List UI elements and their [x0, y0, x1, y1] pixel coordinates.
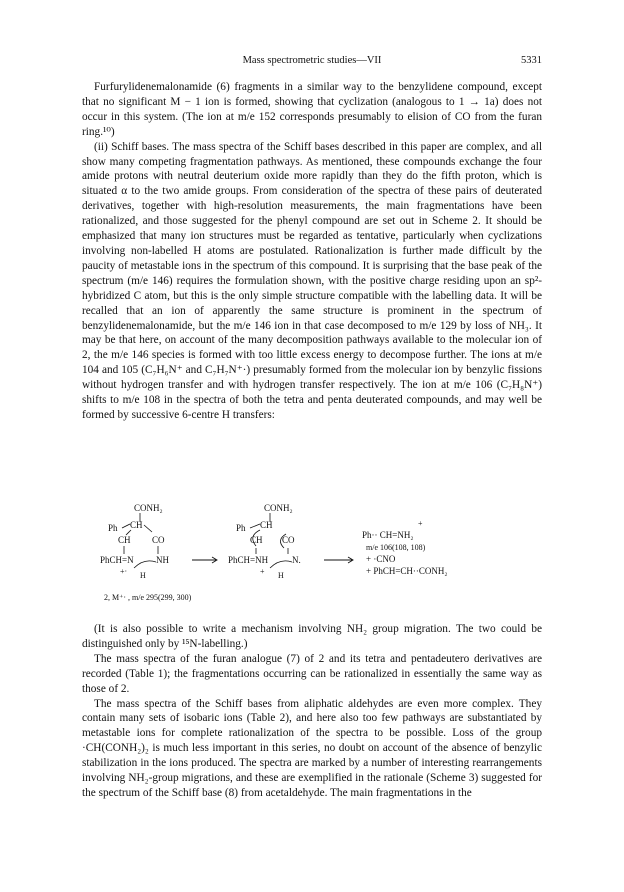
product-3: + PhCH=CH··CONH₂ [366, 566, 448, 576]
h-transfer-arrow-2 [270, 561, 292, 568]
ch-top-label-1: CH [130, 520, 143, 530]
paragraph-nh2-migration: (It is also possible to write a mechanism involving NH₂ group migration. The two could be distinguished only by ¹⁵N-labelling.) [82, 623, 542, 650]
product-charge: + [418, 519, 423, 528]
plus-label-2: + [260, 567, 265, 576]
product-1-mz: m/e 106(108, 108) [366, 543, 426, 552]
conh2-label-1: CONH₂ [134, 503, 163, 513]
paragraph-furfurylidene: Furfurylidenemalonamide (6) fragments in a similar way to the benzylidene compound, except that no significant M − 1 ion is formed, showing that cyclization (analogous to 1 → 1a) does not occur in this system. (The ion at m/e 152 corresponds presumably to elision of CO from the furan ring.¹⁰) [82, 81, 542, 138]
body-text-lower [82, 622, 542, 801]
paragraph-furan-analogue: The mass spectra of the furan analogue (7) of 2 and its tetra and pentadeutero derivatives are recorded (Table 1); the fragmentations occurring can be rationalized in essentially the same way as those of 2. [82, 652, 542, 695]
scheme-drawing [100, 500, 560, 610]
paragraph-aliphatic: The mass spectra of the Schiff bases from aliphatic aldehydes are even more complex. They contain many sets of isobaric ions (Table 2), and here also too few pathways are substantiated by metastable ions for complete rationalization of the spectra to be possible. Loss of the group ·CH(CONH₂)₂ is much less important in this series, no doubt on account of the absence of benzylic stabilization in the ions produced. The spectra are marked by a number of interesting rearrangements involving NH₂-group migrations, and these are exemplified in the rationale (Scheme 3) suggested for the spectrum of the Schiff base (8) from acetaldehyde. The main fragmentations in the [82, 697, 542, 799]
co-label-2: CO [282, 535, 295, 545]
running-title: Mass spectrometric studies—VII [242, 55, 382, 66]
ph-label-2: Ph [236, 523, 246, 533]
h-label-1: H [140, 571, 146, 580]
phch-nh-label: PhCH=NH [228, 555, 269, 565]
phch-n-label-1: PhCH=N [100, 555, 134, 565]
body-text-upper [82, 80, 542, 423]
conh2-label-2: CONH₂ [264, 503, 293, 513]
ch-top-label-2: CH [260, 520, 273, 530]
ch-mid-label-1: CH [118, 535, 131, 545]
n-radical-label: N. [292, 555, 301, 565]
paragraph-schiff-bases: (ii) Schiff bases. The mass spectra of the Schiff bases described in this paper are complex, and all show many competing fragmentation pathways. As mentioned, these compounds exchange the four amide protons with neutral deuterium oxide more rapidly than they do the fifth proton, which is situated α to the two amide groups. From consideration of the spectra of these pairs of deuterated derivatives, together with high-resolution measurements, the main fragmentations have been rationalized, and those suggested for the phenyl compound are set out in Scheme 2. It should be emphasized that many ion structures must be regarded as tentative, particularly when cyclizations involving non-labelled H atoms are postulated. Rationalization is further made difficult by the paucity of metastable ions in the spectrum of this compound. It is surprising that the base peak of the spectrum (m/e 146) requires the formulation shown, with the positive charge residing upon an sp²-hybridized C atom, but this is the only simple structure compatible with the labelling data. It will be recalled that an ion of apparently the same structure is prominent in the spectrum of benzylidenemalonamide, but the m/e 146 ion in that case decomposed to m/e 129 by loss of NH₃. It may be that here, on account of the many decomposition pathways available to the molecular ion of 2, the m/e 146 species is formed with too little excess energy to decompose further. The ions at m/e 104 and 105 (C₇H₆N⁺ and C₇H₇N⁺·) presumably formed from the molecular ion by benzylic fissions without hydrogen transfer and with hydrogen transfer respectively. The ion at m/e 106 (C₇H₈N⁺) shifts to m/e 108 in the spectra of both the tetra and penta deuterated compounds, and may well be formed by successive 6-centre H transfers: [82, 140, 542, 421]
product-1: Ph·· CH=NH₂ [362, 530, 414, 540]
product-2: + ·CNO [366, 554, 396, 564]
radical-cation-label: +· [120, 567, 128, 576]
co-label-1: CO [152, 535, 165, 545]
reaction-scheme [100, 500, 560, 610]
h-transfer-arrow-1 [134, 561, 156, 568]
running-header [82, 54, 542, 68]
h-label-2: H [278, 571, 284, 580]
page-number: 5331 [521, 55, 542, 66]
scheme-caption: 2, M⁺· , m/e 295(299, 300) [104, 593, 192, 602]
ch-mid-label-2: CH [250, 535, 263, 545]
ph-label-1: Ph [108, 523, 118, 533]
nh-label-1: NH [156, 555, 169, 565]
